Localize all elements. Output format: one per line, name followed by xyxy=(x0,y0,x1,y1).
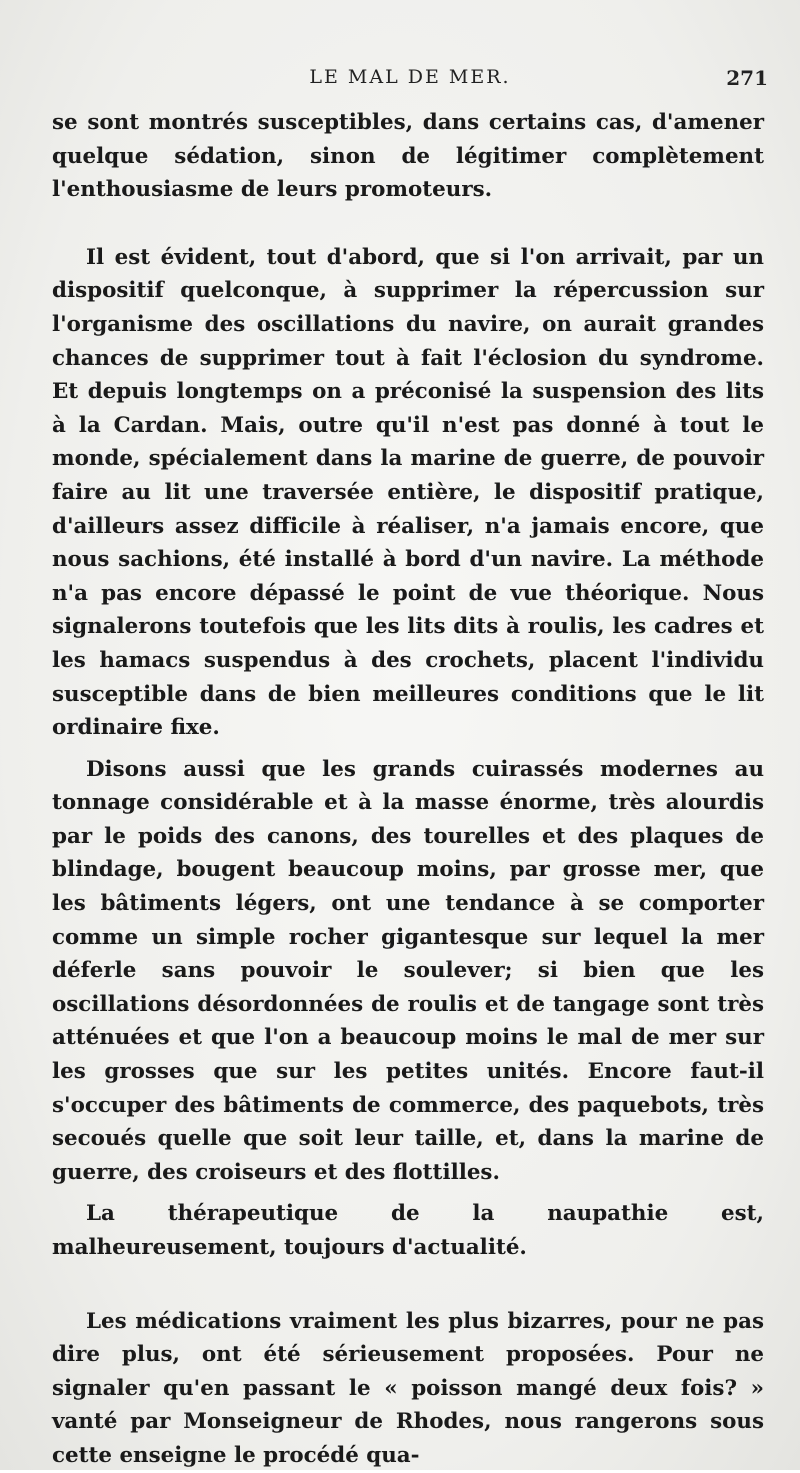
page-body xyxy=(52,106,764,1473)
page-number: 271 xyxy=(726,66,768,90)
paragraph: Les médications vraiment les plus bizarres, pour ne pas dire plus, ont été sérieusement proposées. Pour ne signaler qu'en passant le « poisson mangé deux fois? » vanté par Monseigneur de Rhodes, nous rangerons sous cette enseigne le procédé qua- xyxy=(52,1308,764,1468)
page-header xyxy=(52,66,768,96)
running-title: LE MAL DE MER. xyxy=(309,66,511,88)
paragraph-continued: se sont montrés susceptibles, dans certains cas, d'amener quelque sédation, sinon de légitimer complètement l'enthousiasme de leurs promoteurs. xyxy=(52,110,764,203)
paragraph: La thérapeutique de la naupathie est, malheureusement, toujours d'actualité. xyxy=(52,1201,764,1260)
paragraph: Il est évident, tout d'abord, que si l'on arrivait, par un dispositif quelconque, à supprimer la répercussion sur l'organisme des oscillations du navire, on aurait grandes chances de supprimer tout à fait l'éclosion du syndrome. Et depuis longtemps on a préconisé la suspension des lits à la Cardan. Mais, outre qu'il n'est pas donné à tout le monde, spécialement dans la marine de guerre, de pouvoir faire au lit une traversée entière, le dispositif pratique, d'ailleurs assez difficile à réaliser, n'a jamais encore, que nous sachions, été installé à bord d'un navire. La méthode n'a pas encore dépassé le point de vue théorique. Nous signalerons toutefois que les lits dits à roulis, les cadres et les hamacs suspendus à des crochets, placent l'individu susceptible dans de bien meilleures conditions que le lit ordinaire fixe. xyxy=(52,244,764,741)
paragraph: Disons aussi que les grands cuirassés modernes au tonnage considérable et à la masse énorme, très alourdis par le poids des canons, des tourelles et des plaques de blindage, bougent beaucoup moins, par grosse mer, que les bâtiments légers, ont une tendance à se comporter comme un simple rocher gigantesque sur lequel la mer déferle sans pouvoir le soulever; si bien que les oscillations désordonnées de roulis et de tangage sont très atténuées et que l'on a beaucoup moins le mal de mer sur les grosses que sur les petites unités. Encore faut-il s'occuper des bâtiments de commerce, des paquebots, très secoués quelle que soit leur taille, et, dans la marine de guerre, des croiseurs et des flottilles. xyxy=(52,756,764,1185)
